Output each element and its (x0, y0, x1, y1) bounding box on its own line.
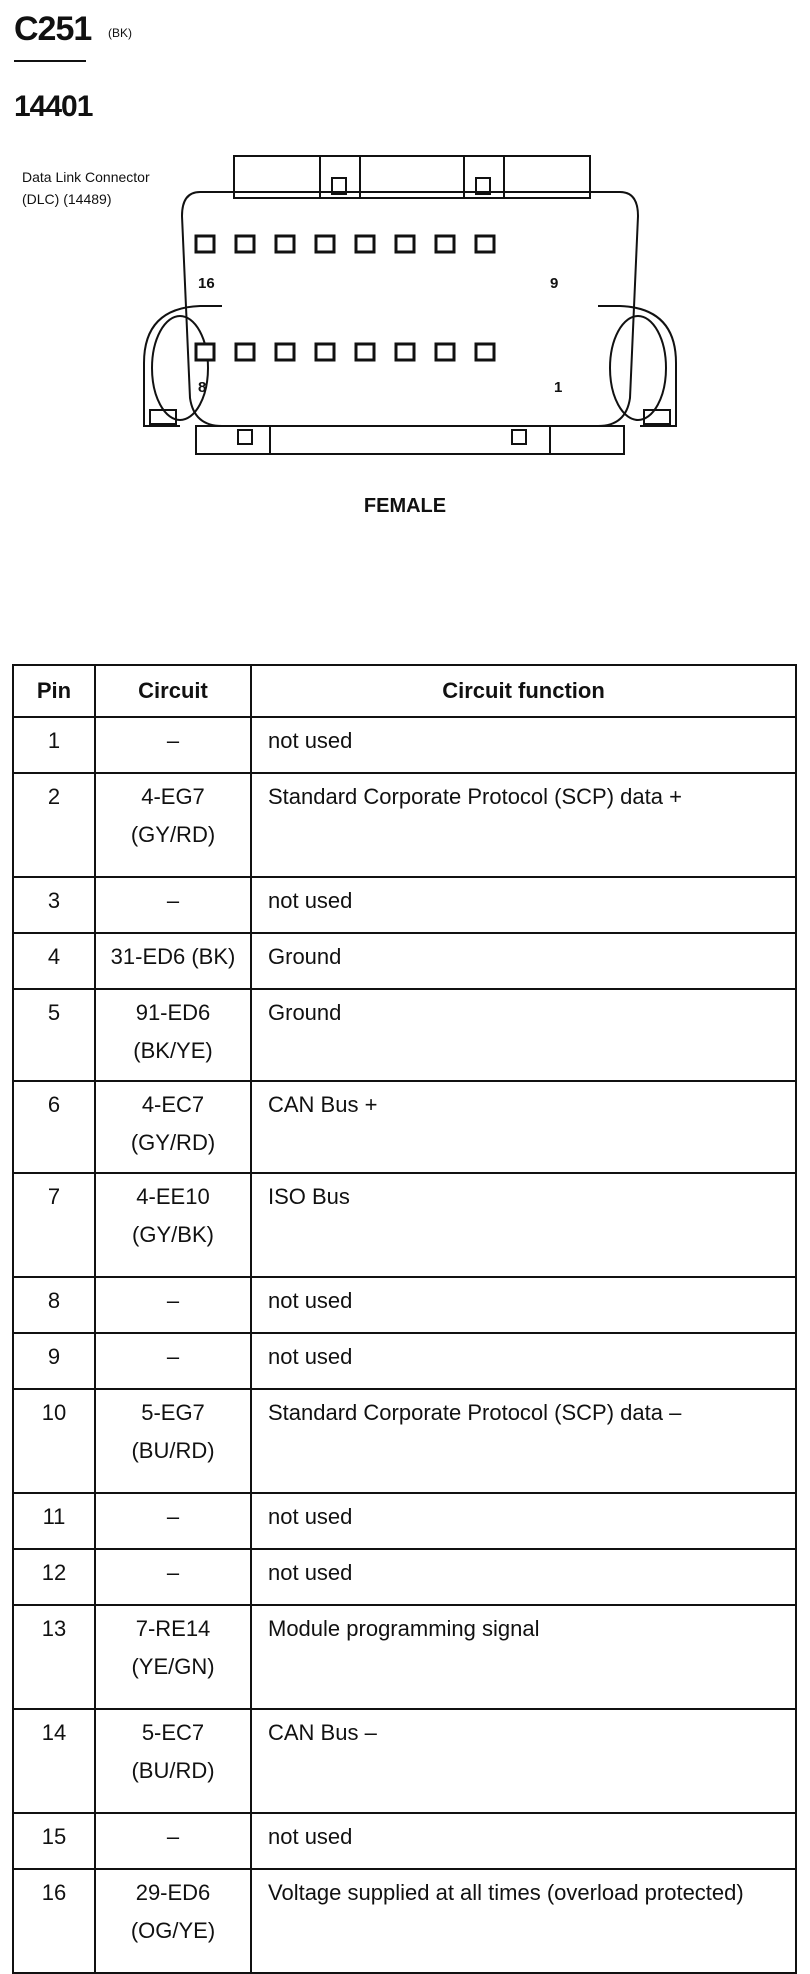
circuit-color: (BU/RD) (131, 1758, 215, 1783)
circuit-line: 91-ED6 (BK/YE) (133, 1000, 213, 1063)
connector-base (196, 426, 624, 454)
circuit-color: (GY/RD) (130, 822, 216, 847)
connector-code: C251 (14, 10, 92, 48)
function-cell: Standard Corporate Protocol (SCP) data + (251, 773, 796, 877)
right-mount-hole (610, 316, 666, 420)
circuit-cell (95, 1493, 251, 1549)
circuit-line: 4-EC7 (GY/RD) (130, 1092, 216, 1155)
part-number: 14401 (14, 90, 93, 123)
pin-cell: 1 (13, 717, 95, 773)
function-cell: CAN Bus – (251, 1709, 796, 1813)
function-cell: Ground (251, 933, 796, 989)
circuit-line: – (166, 1824, 180, 1849)
circuit-line: – (166, 728, 180, 753)
circuit-cell (95, 1549, 251, 1605)
pin-label-8: 8 (198, 379, 207, 396)
table-row (13, 989, 796, 1081)
circuit-color: (BU/RD) (131, 1438, 215, 1463)
connector-diagram (130, 148, 690, 458)
pin-cell: 4 (13, 933, 95, 989)
header-function: Circuit function (251, 665, 796, 717)
circuit-cell (95, 1813, 251, 1869)
circuit-line: 4-EE10 (136, 1184, 210, 1209)
pin-cell: 11 (13, 1493, 95, 1549)
pin-label-9: 9 (550, 275, 559, 292)
circuit-cell (95, 773, 251, 877)
pin-cell: 3 (13, 877, 95, 933)
header-pin: Pin (13, 665, 95, 717)
circuit-color: (YE/GN) (131, 1654, 215, 1679)
function-cell: Ground (251, 989, 796, 1081)
circuit-cell (95, 717, 251, 773)
function-cell: not used (251, 717, 796, 773)
table-row (13, 1813, 796, 1869)
table-row (13, 1173, 796, 1277)
description-line-2: (DLC) (14489) (22, 191, 112, 207)
pinout-table (12, 664, 797, 1974)
circuit-cell (95, 1277, 251, 1333)
function-cell: not used (251, 1493, 796, 1549)
table-row (13, 1709, 796, 1813)
circuit-color: (GY/BK) (132, 1222, 214, 1247)
function-cell: ISO Bus (251, 1173, 796, 1277)
title-underline (14, 60, 86, 62)
pin-cell: 12 (13, 1549, 95, 1605)
circuit-line: 5-EC7 (141, 1720, 205, 1745)
table-row (13, 1605, 796, 1709)
circuit-cell (95, 1389, 251, 1493)
circuit-line: 29-ED6 (135, 1880, 211, 1905)
connector-color-code: (BK) (108, 26, 132, 40)
table-row (13, 1081, 796, 1173)
function-cell: not used (251, 1549, 796, 1605)
table-row (13, 1389, 796, 1493)
function-cell: Standard Corporate Protocol (SCP) data – (251, 1389, 796, 1493)
pin-cell: 14 (13, 1709, 95, 1813)
table-row (13, 1277, 796, 1333)
table-row (13, 877, 796, 933)
pin-cell: 10 (13, 1389, 95, 1493)
function-cell: Module programming signal (251, 1605, 796, 1709)
pin-cell: 13 (13, 1605, 95, 1709)
table-row (13, 1549, 796, 1605)
circuit-cell (95, 933, 251, 989)
circuit-line: 7-RE14 (135, 1616, 211, 1641)
function-cell: not used (251, 877, 796, 933)
table-row (13, 1869, 796, 1973)
connector-gender: FEMALE (363, 495, 447, 517)
circuit-line: 4-EG7 (141, 784, 205, 809)
circuit-cell (95, 1081, 251, 1173)
circuit-cell (95, 1173, 251, 1277)
table-row (13, 1493, 796, 1549)
pin-cell: 15 (13, 1813, 95, 1869)
function-cell: not used (251, 1277, 796, 1333)
function-cell: CAN Bus + (251, 1081, 796, 1173)
function-cell: not used (251, 1333, 796, 1389)
function-cell: Voltage supplied at all times (overload protected) (251, 1869, 796, 1973)
pin-cell: 16 (13, 1869, 95, 1973)
pin-cell: 2 (13, 773, 95, 877)
circuit-cell (95, 1869, 251, 1973)
bottom-pin-row (196, 344, 494, 360)
circuit-line: 31-ED6 (BK) (110, 944, 236, 969)
top-pin-row (196, 236, 494, 252)
table-row (13, 717, 796, 773)
circuit-cell (95, 1333, 251, 1389)
circuit-color: (OG/YE) (130, 1918, 216, 1943)
table-row (13, 933, 796, 989)
pin-cell: 9 (13, 1333, 95, 1389)
pin-cell: 7 (13, 1173, 95, 1277)
circuit-cell (95, 989, 251, 1081)
circuit-line: – (166, 1560, 180, 1585)
circuit-line: 5-EG7 (141, 1400, 205, 1425)
circuit-cell (95, 1709, 251, 1813)
table-row (13, 1333, 796, 1389)
pin-cell: 8 (13, 1277, 95, 1333)
circuit-line: – (166, 1344, 180, 1369)
circuit-cell (95, 877, 251, 933)
function-cell: not used (251, 1813, 796, 1869)
circuit-line: – (166, 1288, 180, 1313)
table-header-row (13, 665, 796, 717)
table-row (13, 773, 796, 877)
pin-cell: 6 (13, 1081, 95, 1173)
connector-shell (182, 192, 638, 426)
circuit-line: – (166, 888, 180, 913)
pin-label-16: 16 (198, 275, 215, 292)
circuit-line: – (166, 1504, 180, 1529)
left-mounting-ear (144, 306, 222, 426)
header-circuit: Circuit (95, 665, 251, 717)
pin-label-1: 1 (554, 379, 563, 396)
left-mount-hole (152, 316, 208, 420)
pin-cell: 5 (13, 989, 95, 1081)
circuit-cell (95, 1605, 251, 1709)
description-line-1: Data Link Connector (22, 169, 150, 185)
